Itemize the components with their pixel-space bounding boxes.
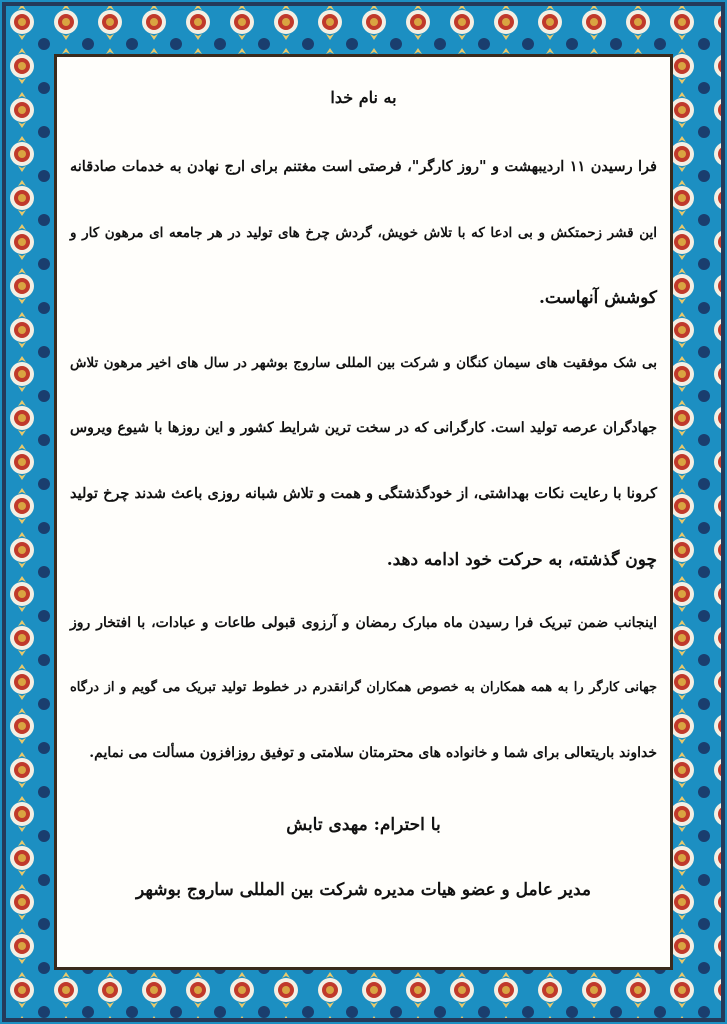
- letter-line-4: بی شک موفقیت های سیمان کنگان و شرکت بین المللی ساروج بوشهر در سال های اخیر مرهون تلاش: [70, 355, 657, 371]
- letter-line-8: اینجانب ضمن تبریک فرا رسیدن ماه مبارک رمضان و آرزوی قبولی طاعات و عبادات، با افتخار روز: [70, 615, 657, 631]
- letter-line-7: چون گذشته، به حرکت خود ادامه دهد.: [386, 550, 657, 570]
- signature: با احترام: مهدی تابش: [286, 815, 441, 835]
- letter-line-10: خداوند باریتعالی برای شما و خانواده های محترمتان سلامتی و توفیق روزافزون مسألت می نمایم.: [89, 745, 657, 761]
- letter-line-3: کوشش آنهاست.: [538, 288, 657, 308]
- letter-line-2: این قشر زحمتکش و بی ادعا که با تلاش خویش، گردش چرخ های تولید در هر جامعه ای مرهون کار و: [70, 225, 657, 241]
- letter-line-1: فرا رسیدن ۱۱ اردیبهشت و "روز کارگر"، فرصتی است مغتنم برای ارج نهادن به خدمات صادقانه: [70, 158, 657, 175]
- signatory-position: مدیر عامل و عضو هیات مدیره شرکت بین المللی ساروج بوشهر: [136, 880, 591, 900]
- letter-body: [70, 80, 657, 950]
- letter-line-9: جهانی کارگر را به همه همکاران به خصوص همکاران گرانقدرم در خطوط تولید تبریک می گویم و از درگاه: [70, 680, 657, 695]
- letter-line-5: جهادگران عرصه تولید است. کارگرانی که در سخت ترین شرایط کشور و این روزها با شیوع ویروس: [70, 420, 657, 436]
- letter-line-6: کرونا با رعایت نکات بهداشتی، از خودگذشتگی و همت و تلاش شبانه روزی باعث شدند چرخ تولید: [70, 485, 657, 502]
- letter-title: به نام خدا: [330, 88, 397, 107]
